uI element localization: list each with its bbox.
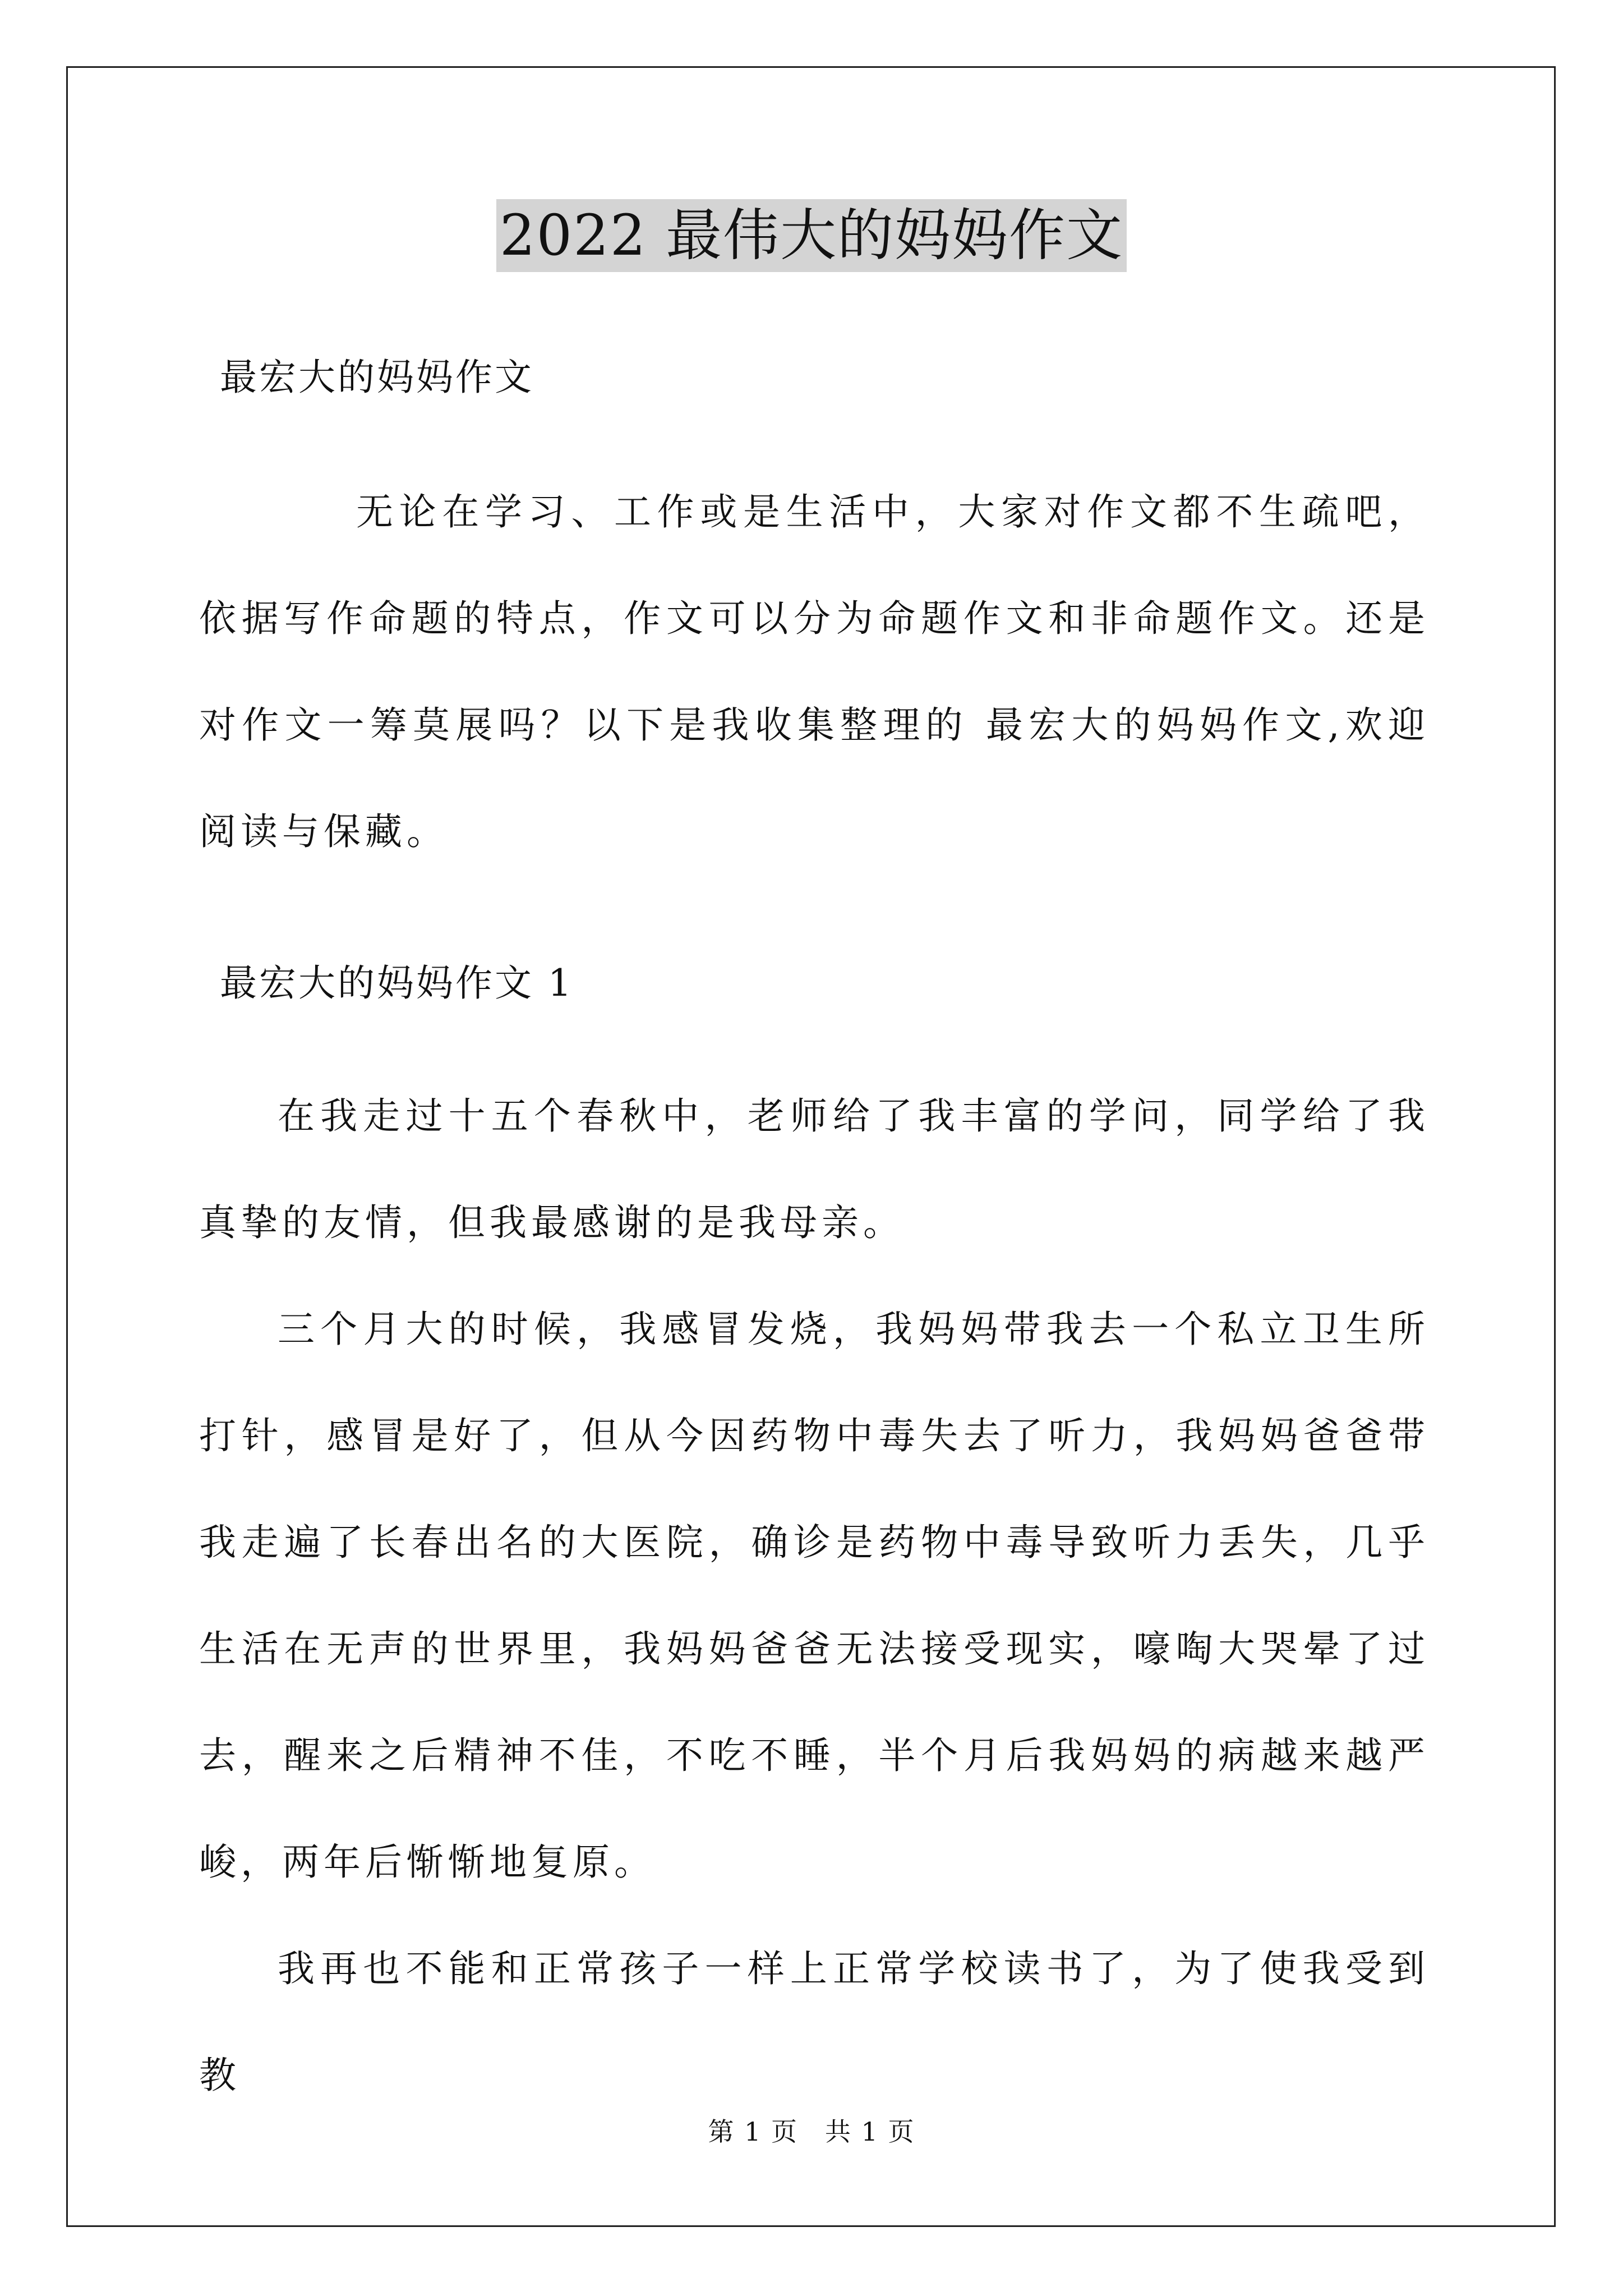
document-title: 2022 最伟大的妈妈作文: [496, 199, 1127, 272]
body-text: [199, 1063, 1430, 2129]
page-number: 第 1 页: [708, 2116, 798, 2147]
body-paragraph: 我再也不能和正常孩子一样上正常学校读书了，为了使我受到教: [199, 1947, 1430, 2097]
title-container: [0, 199, 1623, 272]
section-heading: 最宏大的妈妈作文 1: [220, 961, 574, 1005]
body-paragraph: 三个月大的时候，我感冒发烧，我妈妈带我去一个私立卫生所打针，感冒是好了，但从今因药物中毒失去了听力，我妈妈爸爸带我走遍了长春出名的大医院，确诊是药物中毒导致听力丢失，几乎生活在无声的世界里，我妈妈爸爸无法接受现实，嚎啕大哭晕了过去，醒来之后精神不佳，不吃不睡，半个月后我妈妈的病越来越严峻，两年后惭惭地复原。: [199, 1308, 1430, 1884]
intro-paragraph: 无论在学习、工作或是生活中，大家对作文都不生疏吧，依据写作命题的特点，作文可以分为命题作文和非命题作文。还是对作文一筹莫展吗？以下是我收集整理的 最宏大的妈妈作文,欢迎阅读与保藏。: [199, 490, 1430, 853]
page-total: 共 1 页: [825, 2116, 915, 2147]
document-subtitle: 最宏大的妈妈作文: [220, 356, 534, 399]
body-paragraph: 在我走过十五个春秋中，老师给了我丰富的学问，同学给了我真挚的友情，但我最感谢的是我母亲。: [199, 1094, 1430, 1244]
page-footer: [0, 2115, 1623, 2148]
